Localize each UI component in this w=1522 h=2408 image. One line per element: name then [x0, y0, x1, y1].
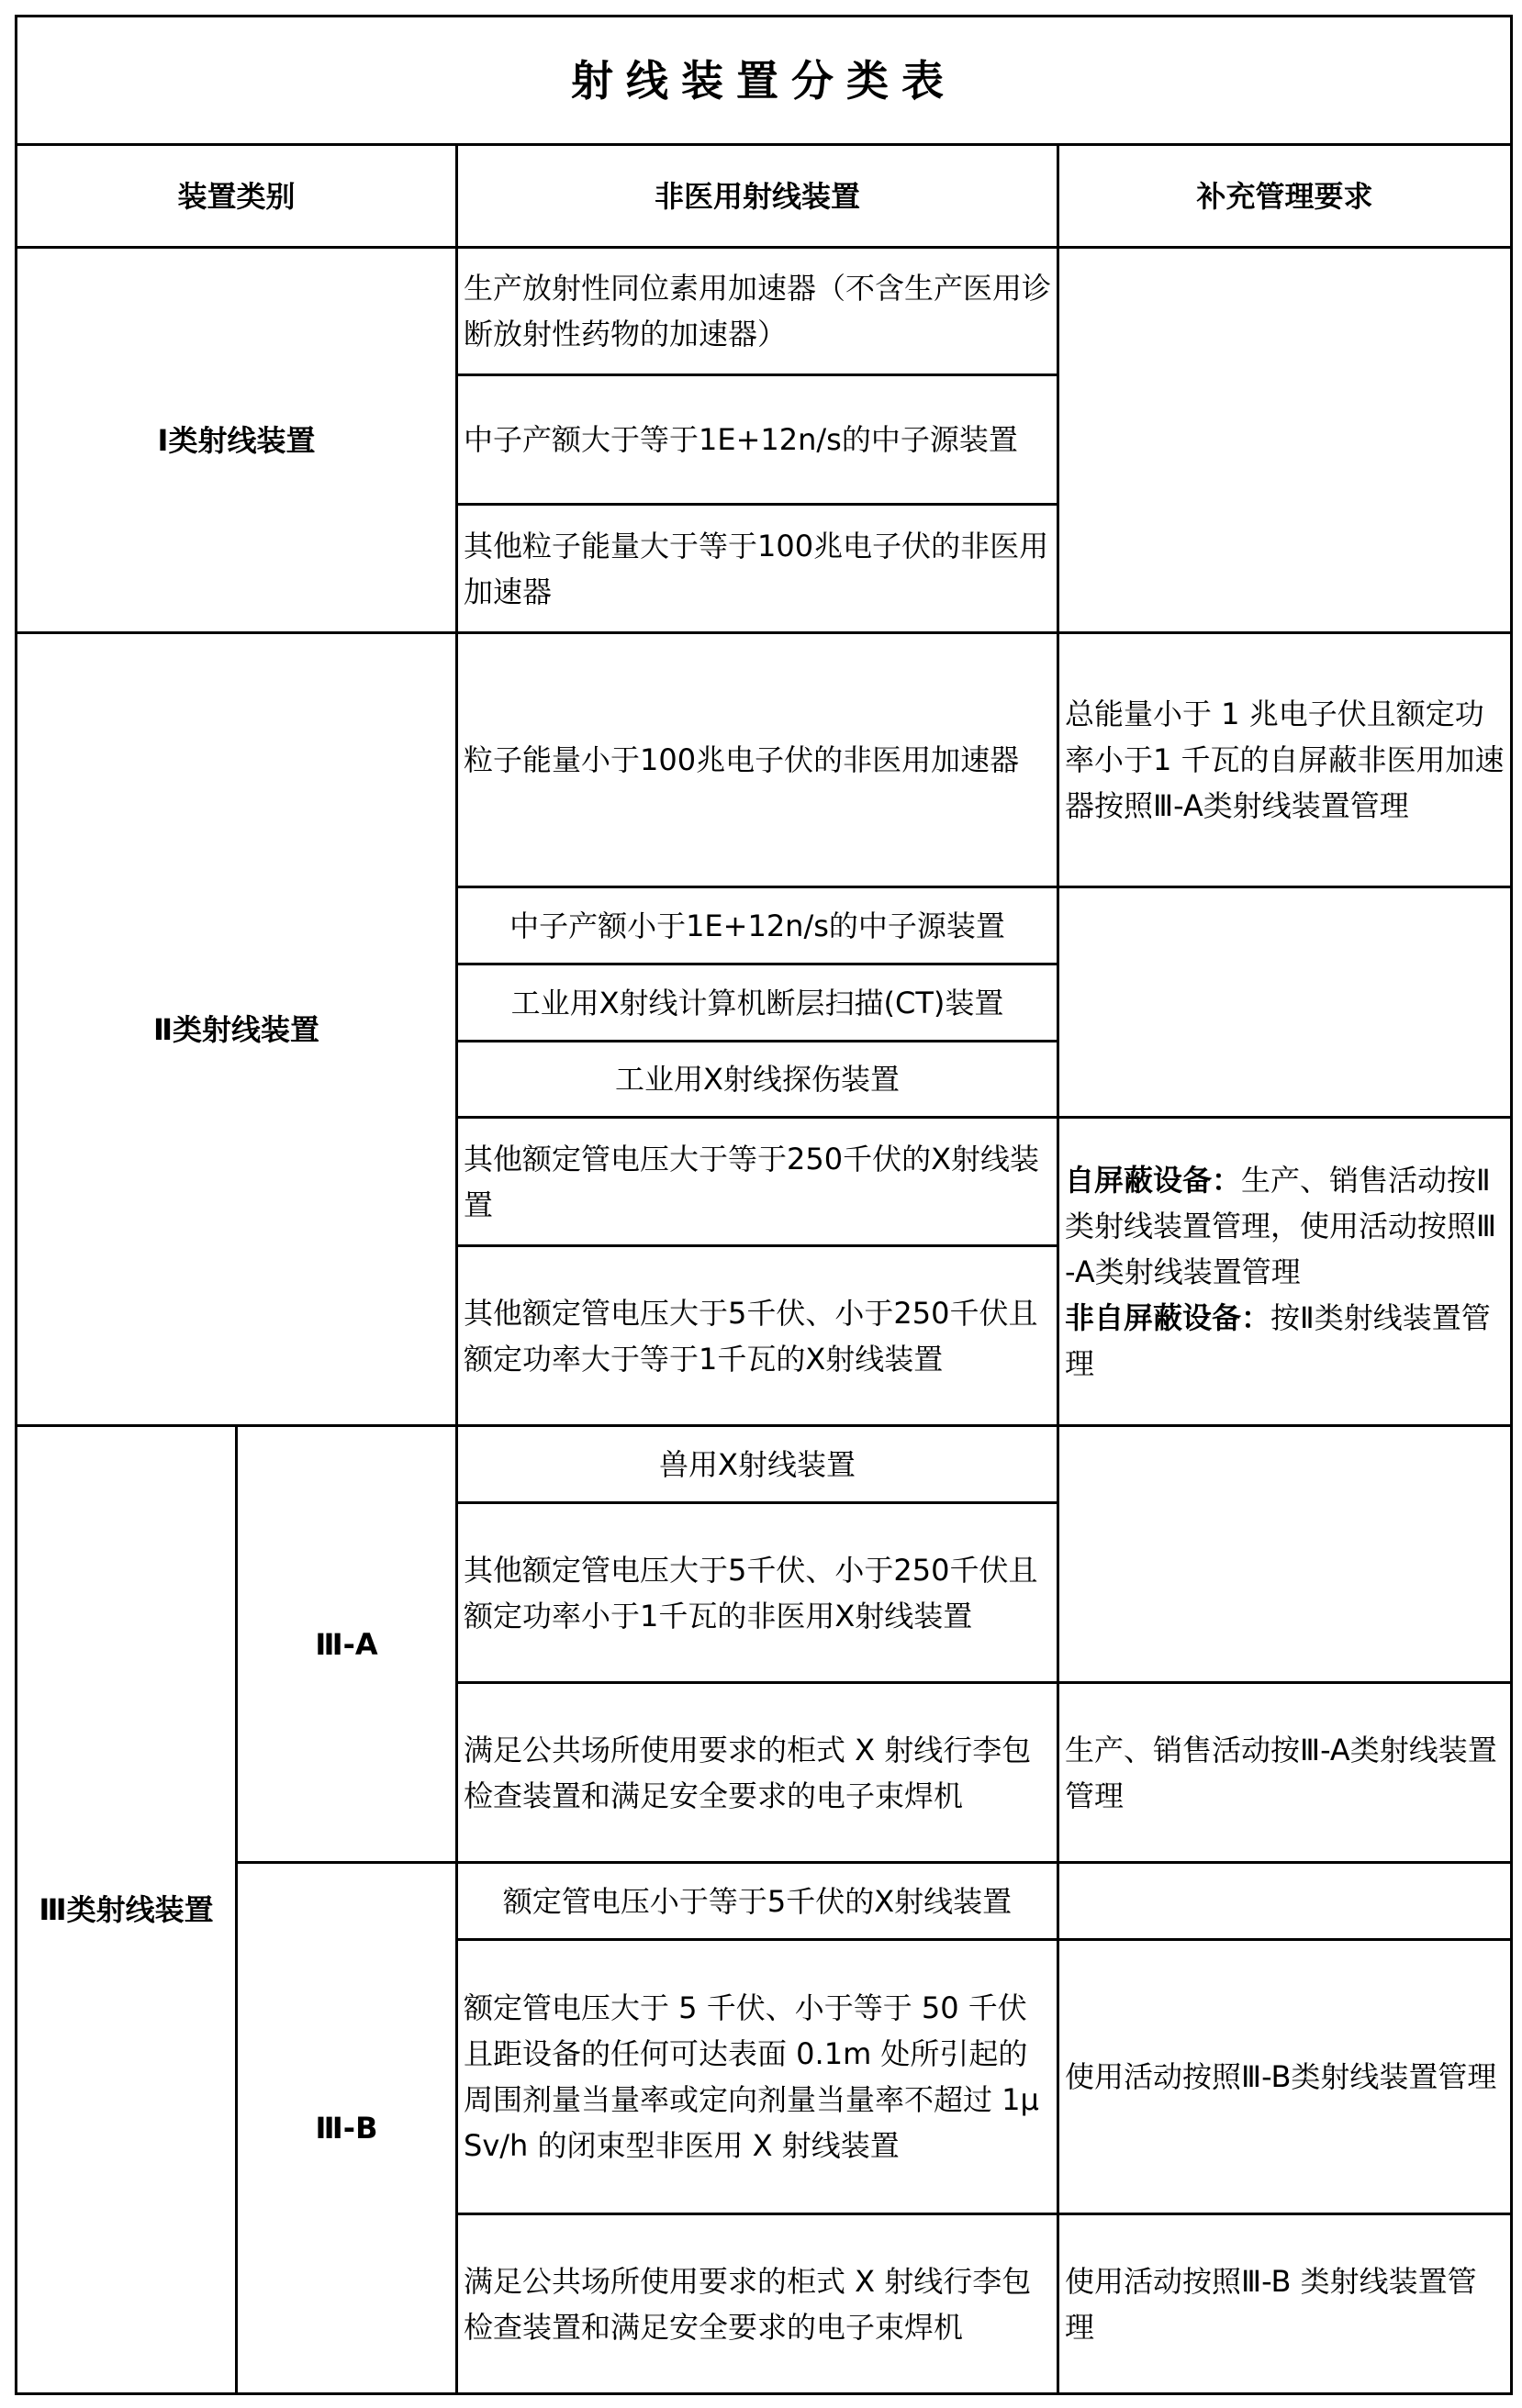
class2-req-accel: 总能量小于 1 兆电子伏且额定功率小于1 千瓦的自屏蔽非医用加速器按照Ⅲ-A类射线装置管理: [1058, 633, 1512, 887]
class3a-device-2: 其他额定管电压大于5千伏、小于250千伏且额定功率小于1千瓦的非医用X射线装置: [457, 1503, 1058, 1683]
class1-label: Ⅰ类射线装置: [17, 248, 457, 633]
class3b-label: Ⅲ-B: [237, 1863, 457, 2394]
header-devices: 非医用射线装置: [457, 145, 1058, 248]
class1-device-2: 中子产额大于等于1E+12n/s的中子源装置: [457, 375, 1058, 505]
class3a-req-3: 生产、销售活动按Ⅲ-A类射线装置管理: [1058, 1683, 1512, 1863]
class3a-label: Ⅲ-A: [237, 1426, 457, 1863]
class2-device-4: 工业用X射线探伤装置: [457, 1042, 1058, 1118]
class3b-device-3: 满足公共场所使用要求的柜式 X 射线行李包检查装置和满足安全要求的电子束焊机: [457, 2214, 1058, 2394]
self-shield-label: 自屏蔽设备：: [1065, 1162, 1242, 1198]
class3-label: Ⅲ类射线装置: [17, 1426, 237, 2394]
non-shield-label: 非自屏蔽设备：: [1065, 1299, 1271, 1335]
class3a-req-empty: [1058, 1426, 1512, 1683]
header-requirements: 补充管理要求: [1058, 145, 1512, 248]
class3b-device-2: 额定管电压大于 5 千伏、小于等于 50 千伏且距设备的任何可达表面 0.1m 处所引起的周围剂量当量率或定向剂量当量率不超过 1μSv/h 的闭束型非医用 X 射线装置: [457, 1940, 1058, 2214]
class2-label: Ⅱ类射线装置: [17, 633, 457, 1426]
class2-device-6: 其他额定管电压大于5千伏、小于250千伏且额定功率大于等于1千瓦的X射线装置: [457, 1246, 1058, 1426]
class2-req-empty: [1058, 887, 1512, 1118]
class2-device-5: 其他额定管电压大于等于250千伏的X射线装置: [457, 1118, 1058, 1246]
header-category: 装置类别: [17, 145, 457, 248]
table-title: 射线装置分类表: [17, 17, 1512, 145]
class3a-device-1: 兽用X射线装置: [457, 1426, 1058, 1503]
class3b-req-3: 使用活动按照Ⅲ-B 类射线装置管理: [1058, 2214, 1512, 2394]
classification-table: [15, 15, 1513, 2395]
class2-device-1: 粒子能量小于100兆电子伏的非医用加速器: [457, 633, 1058, 887]
class3b-device-1: 额定管电压小于等于5千伏的X射线装置: [457, 1863, 1058, 1940]
class1-device-3: 其他粒子能量大于等于100兆电子伏的非医用加速器: [457, 505, 1058, 633]
non-shield-text: 按Ⅱ类射线装置管理: [1065, 1299, 1491, 1381]
class3b-req-2: 使用活动按照Ⅲ-B类射线装置管理: [1058, 1940, 1512, 2214]
class3a-device-3: 满足公共场所使用要求的柜式 X 射线行李包检查装置和满足安全要求的电子束焊机: [457, 1683, 1058, 1863]
class2-device-3: 工业用X射线计算机断层扫描(CT)装置: [457, 964, 1058, 1042]
self-shield-text: 生产、销售活动按Ⅱ类射线装置管理，使用活动按照Ⅲ-A类射线装置管理: [1065, 1162, 1497, 1289]
class1-requirement: [1058, 248, 1512, 633]
class2-device-2: 中子产额小于1E+12n/s的中子源装置: [457, 887, 1058, 964]
class3b-req-empty: [1058, 1863, 1512, 1940]
class1-device-1: 生产放射性同位素用加速器（不含生产医用诊断放射性药物的加速器）: [457, 248, 1058, 375]
class2-req-shield: [1058, 1118, 1512, 1426]
